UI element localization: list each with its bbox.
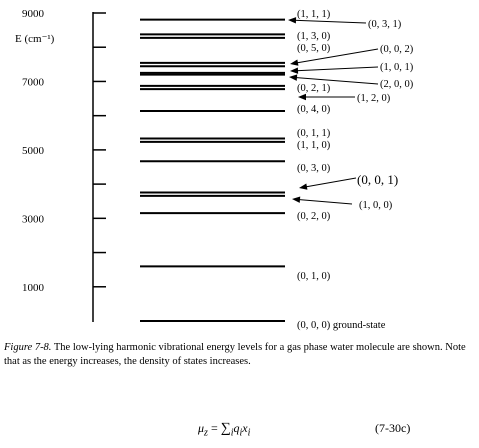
level-label: (0, 0, 1): [357, 172, 399, 187]
equation: [0, 421, 479, 441]
level-label: (1, 1, 0): [297, 140, 331, 151]
level-label: (2, 0, 0): [380, 79, 414, 90]
arrow-head: [289, 74, 297, 80]
arrow-line: [305, 178, 356, 187]
level-label: (0, 1, 0): [297, 271, 331, 282]
tick-label: 1000: [22, 281, 44, 294]
tick-label: 9000: [22, 8, 44, 20]
level-label: (0, 2, 1): [297, 83, 331, 94]
axis-label: E (cm⁻¹): [15, 33, 55, 45]
energy-levels: [140, 20, 285, 321]
arrow-line: [296, 67, 378, 71]
arrow-head: [288, 17, 296, 23]
arrow-head: [292, 196, 300, 202]
arrow-line: [298, 200, 352, 205]
arrow-head: [298, 94, 306, 100]
level-label: (1, 3, 0): [297, 31, 331, 42]
arrow-head: [299, 183, 307, 189]
level-label: (0, 5, 0): [297, 43, 331, 54]
caption-text: The low-lying harmonic vibrational energy levels for a gas phase water molecule are shown. Note that as the energy increases, the density of states increases.: [4, 342, 466, 367]
figure-number: Figure 7-8.: [4, 342, 52, 353]
figure-caption: [4, 341, 478, 369]
equation-number: (7-30c): [375, 421, 411, 435]
level-label: (0, 0, 2): [380, 44, 414, 55]
level-label: (0, 0, 0) ground-state: [297, 320, 386, 331]
level-label: (1, 0, 0): [359, 200, 393, 211]
equation-formula: $\mu_z = \sum_iq_ix_i$: [198, 421, 251, 439]
tick-label: 5000: [22, 144, 44, 157]
level-label: (0, 3, 1): [368, 19, 402, 30]
level-label: (0, 1, 1): [297, 128, 331, 139]
level-label: (0, 3, 0): [297, 163, 331, 174]
tick-label: 3000: [22, 213, 44, 226]
level-label: (1, 0, 1): [380, 62, 414, 73]
level-label: (1, 1, 1): [297, 9, 331, 20]
level-label: (0, 2, 0): [297, 211, 331, 222]
level-label: (0, 4, 0): [297, 104, 331, 115]
arrow-head: [290, 60, 298, 66]
level-labels: [297, 9, 414, 331]
arrow-head: [290, 67, 298, 73]
level-label: (1, 2, 0): [357, 93, 391, 104]
tick-label: 7000: [22, 76, 44, 89]
arrow-line: [294, 20, 366, 23]
